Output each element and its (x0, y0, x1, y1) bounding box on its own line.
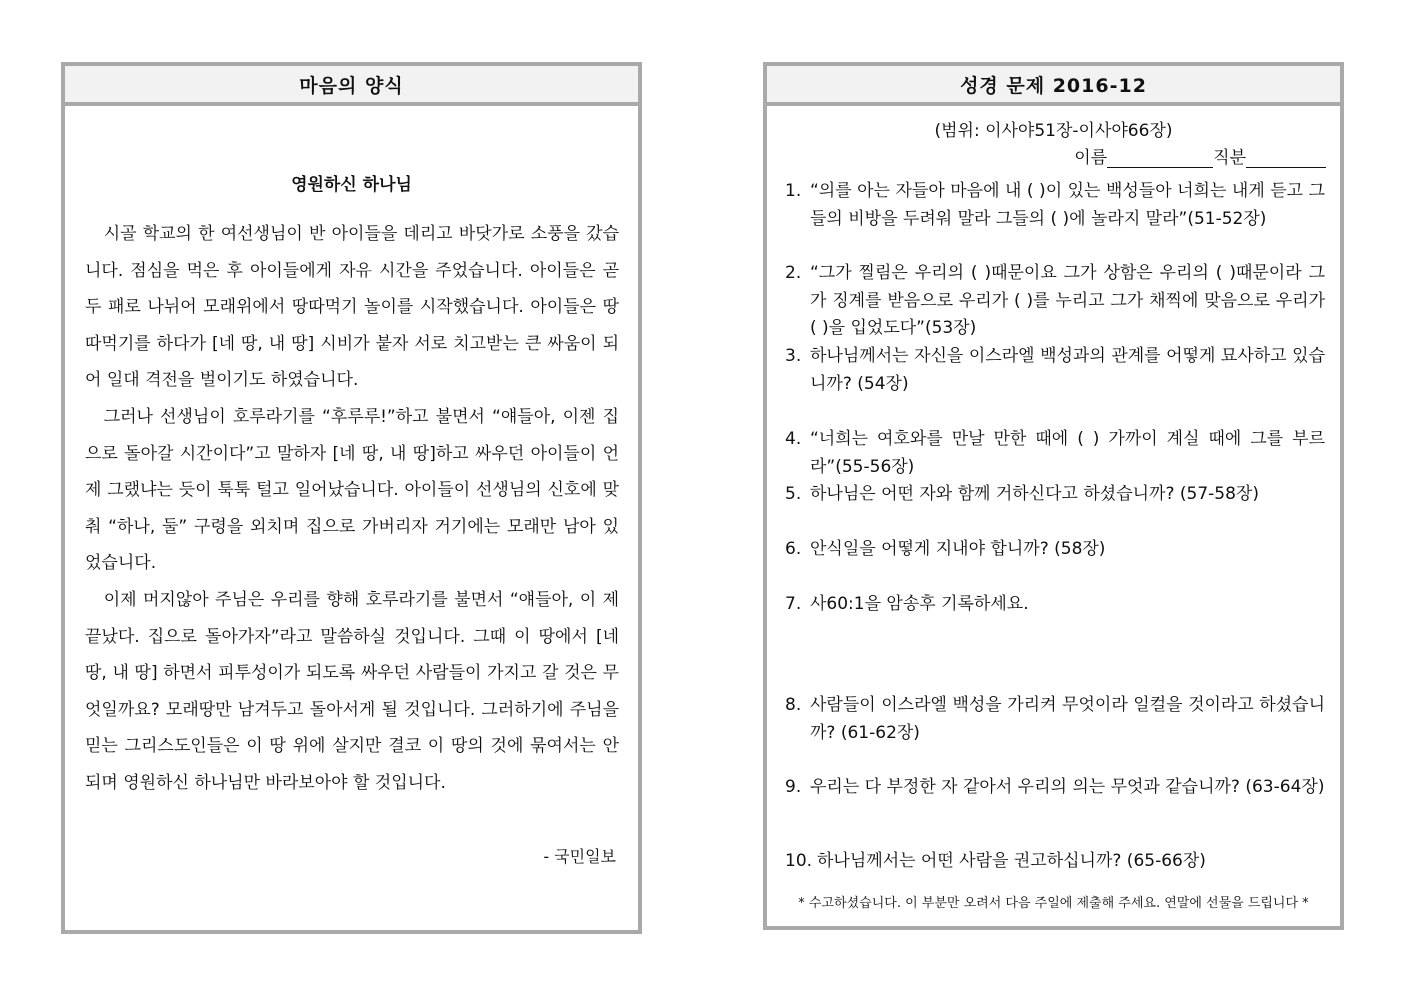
right-panel (763, 62, 1344, 930)
essay-body (85, 216, 619, 802)
position-label: 직분 (1213, 148, 1246, 168)
name-label: 이름 (1074, 148, 1108, 168)
question-9 (785, 774, 1325, 802)
question-6 (785, 536, 1325, 564)
question-number: 4. (785, 429, 802, 449)
question-text: 하나님은 어떤 자와 함께 거하신다고 하셨습니까? (57-58장) (810, 484, 1259, 504)
question-number: 9. (785, 777, 802, 797)
question-4 (785, 426, 1325, 481)
question-5 (785, 481, 1325, 509)
question-8 (785, 692, 1325, 747)
essay-source: - 국민일보 (543, 847, 616, 866)
question-3 (785, 343, 1325, 398)
right-panel-header: 성경 문제 2016-12 (767, 66, 1340, 106)
left-panel (61, 62, 642, 934)
question-number: 7. (785, 594, 802, 614)
question-text: 사60:1을 암송후 기록하세요. (810, 594, 1029, 614)
question-number: 8. (785, 695, 802, 715)
question-text: 안식일을 어떻게 지내야 합니까? (58장) (810, 539, 1106, 559)
question-text: “그가 찔림은 우리의 ( )때문이요 그가 상함은 우리의 ( )때문이라 그가 징계를 받음으로 우리가 ( )를 누리고 그가 채찍에 맞음으로 우리가 ( )을 입었도다”(53장) (810, 263, 1325, 338)
essay-paragraph-3: 이제 머지않아 주님은 우리를 향해 호루라기를 불면서 “얘들아, 이 제 끝났다. 집으로 돌아가자”라고 말씀하실 것입니다. 그때 이 땅에서 [네 땅, 내 땅] 하면서 피투성이가 되도록 싸우던 사람들이 가지고 갈 것은 무엇일까요? 모래땅만 남겨두고 돌아서게 될 것입니다. 그러하기에 주님을 믿는 그리스도인들은 이 땅 위에 살지만 결코 이 땅의 것에 묶여서는 안 되며 영원하신 하나님만 바라보아야 할 것입니다. (85, 589, 619, 793)
question-text: “너희는 여호와를 만날 만한 때에 ( ) 가까이 계실 때에 그를 부르라”(55-56장) (810, 429, 1325, 477)
question-text: “의를 아는 자들아 마음에 내 ( )이 있는 백성들아 너희는 내게 듣고 그들의 비방을 두려워 말라 그들의 ( )에 놀라지 말라”(51-52장) (810, 181, 1325, 229)
question-text: 하나님께서는 어떤 사람을 권고하십니까? (65-66장) (817, 851, 1206, 871)
question-2 (785, 260, 1325, 343)
position-blank[interactable] (1246, 149, 1326, 168)
submission-note: * 수고하셨습니다. 이 부분만 오려서 다음 주일에 제출해 주세요. 연말에 선물을 드립니다 * (798, 896, 1309, 911)
question-10 (785, 848, 1325, 876)
question-number: 10. (785, 851, 813, 871)
essay-paragraph-2: 그러나 선생님이 호루라기를 “후루루!”하고 불면서 “얘들아, 이젠 집으로 돌아갈 시간이다”고 말하자 [네 땅, 내 땅]하고 싸우던 아이들이 언제 그랬냐는 듯이 툭툭 털고 일어났습니다. 아이들이 선생님의 신호에 맞춰 “하나, 둘” 구령을 외치며 집으로 가버리자 거기에는 모래만 남아 있었습니다. (85, 406, 619, 574)
question-number: 6. (785, 539, 802, 559)
essay-title: 영원하신 하나님 (291, 175, 412, 195)
question-text: 사람들이 이스라엘 백성을 가리켜 무엇이라 일컬을 것이라고 하셨습니까? (61-62장) (810, 695, 1325, 743)
name-blank[interactable] (1107, 149, 1213, 168)
question-text: 하나님께서는 자신을 이스라엘 백성과의 관계를 어떻게 묘사하고 있습니까? (54장) (810, 346, 1325, 394)
question-1 (785, 178, 1325, 233)
question-number: 5. (785, 484, 802, 504)
question-number: 2. (785, 263, 802, 283)
name-position-row (1074, 143, 1326, 168)
left-panel-header: 마음의 양식 (65, 66, 638, 106)
question-text: 우리는 다 부정한 자 같아서 우리의 의는 무엇과 같습니까? (63-64장) (810, 777, 1325, 797)
question-7 (785, 591, 1325, 619)
question-number: 1. (785, 181, 802, 201)
question-number: 3. (785, 346, 802, 366)
essay-paragraph-1: 시골 학교의 한 여선생님이 반 아이들을 데리고 바닷가로 소풍을 갔습니다. 점심을 먹은 후 아이들에게 자유 시간을 주었습니다. 아이들은 곧 두 패로 나뉘어 모래위에서 땅따먹기 놀이를 시작했습니다. 아이들은 땅따먹기를 하다가 [네 땅, 내 땅] 시비가 붙자 서로 치고받는 큰 싸움이 되어 일대 격전을 벌이기도 하였습니다. (85, 224, 619, 391)
quiz-range: (범위: 이사야51장-이사야66장) (934, 121, 1173, 141)
